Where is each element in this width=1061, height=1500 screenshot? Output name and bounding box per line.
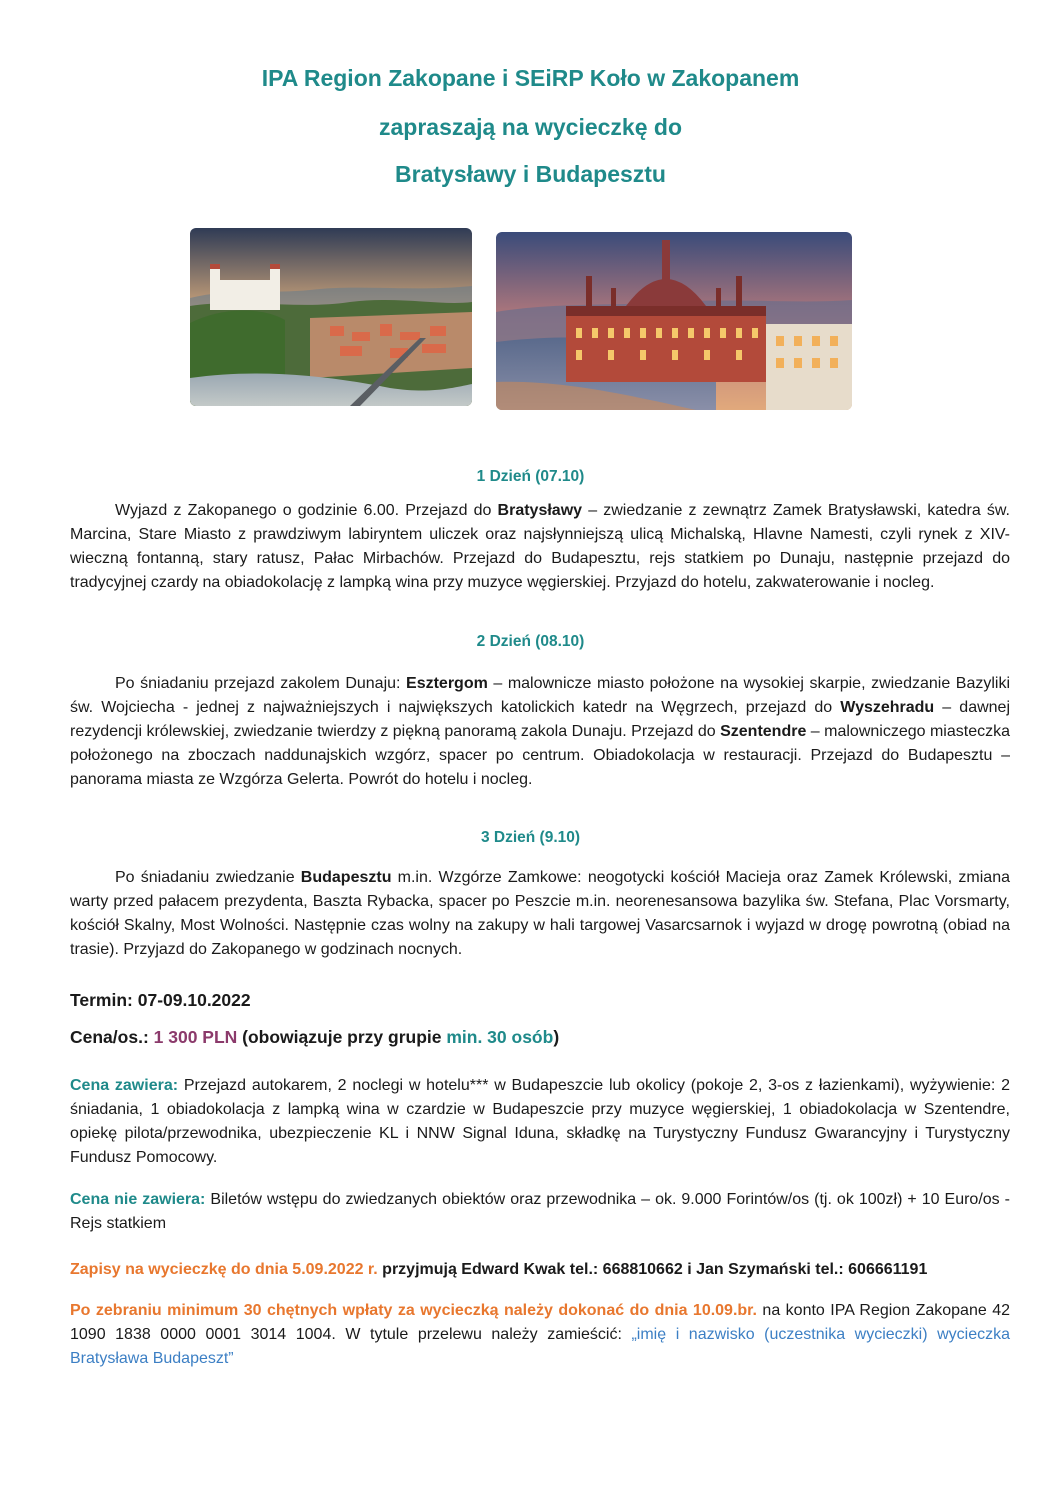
budapest-parliament-photo [496, 232, 852, 410]
title-line-1: IPA Region Zakopane i SEiRP Koło w Zakopanem [261, 65, 800, 91]
day-2-heading: 2 Dzień (08.10) [476, 633, 585, 650]
price-includes: Cena zawiera: Przejazd autokarem, 2 noclegi w hotelu*** w Budapeszcie lub okolicy (pokoje 2, 3-os z łazienkami), wyżywienie: 2 śniadania, 1 obiadokolacja z lampką wina w czardzie w Budapeszcie przy muzyce węgierskiej, 1 obiadokolacja w Szentendre, opiekę pilota/przewodnika, ubezpieczenie KL i NNW Signal Iduna, składkę na Turystyczny Fundusz Gwarancyjny i Turystyczny Fundusz Pomocowy. [70, 1077, 1010, 1166]
trip-dates: Termin: 07-09.10.2022 [70, 990, 251, 1010]
payment-info: Po zebraniu minimum 30 chętnych wpłaty za wycieczką należy dokonać do dnia 10.09.br. na konto IPA Region Zakopane 42 1090 1838 0000 0001 3014 1004. W tytule przelewu należy zamieścić: „imię i nazwisko (uczestnika wycieczki) wycieczka Bratysława Budapeszt” [70, 1302, 1011, 1367]
title-line-3: Bratysławy i Budapesztu [395, 161, 666, 187]
title-line-2: zapraszają na wycieczkę do [379, 114, 682, 140]
day-1-heading: 1 Dzień (07.10) [476, 468, 585, 485]
price-line: Cena/os.: 1 300 PLN (obowiązuje przy grupie min. 30 osób) [70, 1027, 560, 1047]
price-excludes: Cena nie zawiera: Biletów wstępu do zwiedzanych obiektów oraz przewodnika – ok. 9.000 Forintów/os (tj. ok 100zł) + 10 Euro/os - Rejs statkiem [70, 1191, 1010, 1232]
day-2-text: Po śniadaniu przejazd zakolem Dunaju: Esztergom – malownicze miasto położone na wysokiej skarpie, zwiedzanie Bazyliki św. Wojciecha - jednej z najważniejszych i największych katolickich katedr na Węgrzech, przejazd do Wyszehradu – dawnej rezydencji królewskiej, zwiedzanie twierdzy z piękną panoramą zakola Dunaju. Przejazd do Szentendre – malowniczego miasteczka położonego na zboczach naddunajskich wzgórz, spacer po centrum. Obiadokolacja w restauracji. Przejazd do Budapesztu – panorama miasta ze Wzgórza Gelerta. Powrót do hotelu i nocleg. [70, 675, 1011, 788]
day-3-text: Po śniadaniu zwiedzanie Budapesztu m.in. Wzgórze Zamkowe: neogotycki kościół Macieja oraz Zamek Królewski, zmiana warty przed pałacem prezydenta, Baszta Rybacka, spacer po Peszcie m.in. neorenesansowa bazylika św. Stefana, Plac Vorsmarty, kościół Skalny, Most Wolności. Następnie czas wolny na zakupy w hali targowej Vasarcsarnok i wyjazd w drogę powrotną (obiad na trasie). Przyjazd do Zakopanego w godzinach nocnych. [70, 869, 1010, 958]
bratislava-castle-photo [190, 228, 472, 406]
signup-info: Zapisy na wycieczkę do dnia 5.09.2022 r. przyjmują Edward Kwak tel.: 668810662 i Jan Szymański tel.: 606661191 [70, 1261, 928, 1278]
day-3-heading: 3 Dzień (9.10) [480, 829, 581, 846]
day-1-text: Wyjazd z Zakopanego o godzinie 6.00. Przejazd do Bratysławy – zwiedzanie z zewnątrz Zamek Bratysławski, katedra św. Marcina, Stare Miasto z prawdziwym labiryntem uliczek oraz najsłynniejszą ulicą Michalską, Hlavne Namesti, czyli rynek z XIV-wieczną fontanną, stary ratusz, Pałac Mirbachów. Przejazd do Budapesztu, rejs statkiem po Dunaju, następnie przejazd do tradycyjnej czardy na obiadokolację z lampką wina przy muzyce węgierskiej. Przyjazd do hotelu, zakwaterowanie i nocleg. [70, 502, 1010, 591]
